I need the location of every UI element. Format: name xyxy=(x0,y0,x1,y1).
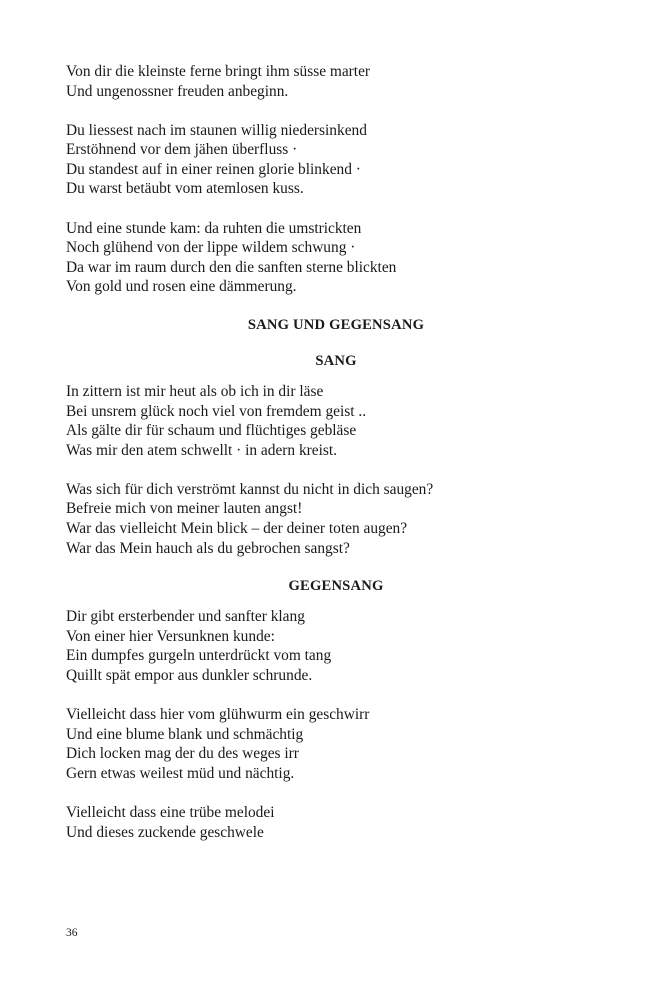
verse-line: Von dir die kleinste ferne bringt ihm süsse marter xyxy=(66,63,371,80)
verse-line: Was mir den atem schwellt · in adern kreist. xyxy=(66,441,338,459)
verse-line: Vielleicht dass hier vom glühwurm ein geschwirr xyxy=(66,706,370,724)
page-body xyxy=(66,62,606,862)
section-heading-gegensang: GEGENSANG xyxy=(288,578,384,595)
stanza xyxy=(66,480,606,558)
verse-line: In zittern ist mir heut als ob ich in dir läse xyxy=(66,382,324,400)
verse-line: Erstöhnend vor dem jähen überfluss · xyxy=(66,141,298,159)
verse-line: Befreie mich von meiner lauten angst! xyxy=(66,500,303,518)
stanza xyxy=(66,382,606,460)
stanza xyxy=(66,803,606,842)
verse-line: Und eine stunde kam: da ruhten die umstrickten xyxy=(66,219,362,237)
stanza xyxy=(66,62,606,101)
verse-line: Ein dumpfes gurgeln unterdrückt vom tang xyxy=(66,647,332,665)
verse-line: War das vielleicht Mein blick – der deiner toten augen? xyxy=(66,520,408,537)
verse-line: Quillt spät empor aus dunkler schrunde. xyxy=(66,666,313,684)
verse-line: War das Mein hauch als du gebrochen sangst? xyxy=(66,539,350,557)
verse-line: Als gälte dir für schaum und flüchtiges gebläse xyxy=(66,422,357,440)
verse-line: Du warst betäubt vom atemlosen kuss. xyxy=(66,180,304,198)
verse-line: Und ungenossner freuden anbeginn. xyxy=(66,82,289,100)
stanza xyxy=(66,705,606,783)
page-number: 36 xyxy=(66,927,78,939)
stanza xyxy=(66,219,606,297)
verse-line: Noch glühend von der lippe wildem schwung · xyxy=(66,239,356,257)
verse-line: Dir gibt ersterbender und sanfter klang xyxy=(66,608,305,626)
stanza xyxy=(66,121,606,199)
section-heading-sang: SANG xyxy=(315,352,357,369)
verse-line: Und eine blume blank und schmächtig xyxy=(66,725,304,743)
verse-line: Was sich für dich verströmt kannst du nicht in dich saugen? xyxy=(66,480,434,498)
verse-line: Du liessest nach im staunen willig niedersinkend xyxy=(66,121,367,139)
poem-title: SANG UND GEGENSANG xyxy=(247,316,425,333)
stanza xyxy=(66,607,606,685)
verse-line: Da war im raum durch den die sanften sterne blickten xyxy=(66,258,397,276)
verse-line: Und dieses zuckende geschwele xyxy=(66,823,264,841)
verse-line: Von einer hier Versunknen kunde: xyxy=(66,627,275,645)
verse-line: Dich locken mag der du des weges irr xyxy=(66,745,299,763)
verse-line: Bei unsrem glück noch viel von fremdem geist .. xyxy=(66,402,367,420)
verse-line: Gern etwas weilest müd und nächtig. xyxy=(66,764,295,782)
verse-line: Von gold und rosen eine dämmerung. xyxy=(66,278,297,296)
verse-line: Du standest auf in einer reinen glorie blinkend · xyxy=(66,160,361,178)
verse-line: Vielleicht dass eine trübe melodei xyxy=(66,803,275,821)
